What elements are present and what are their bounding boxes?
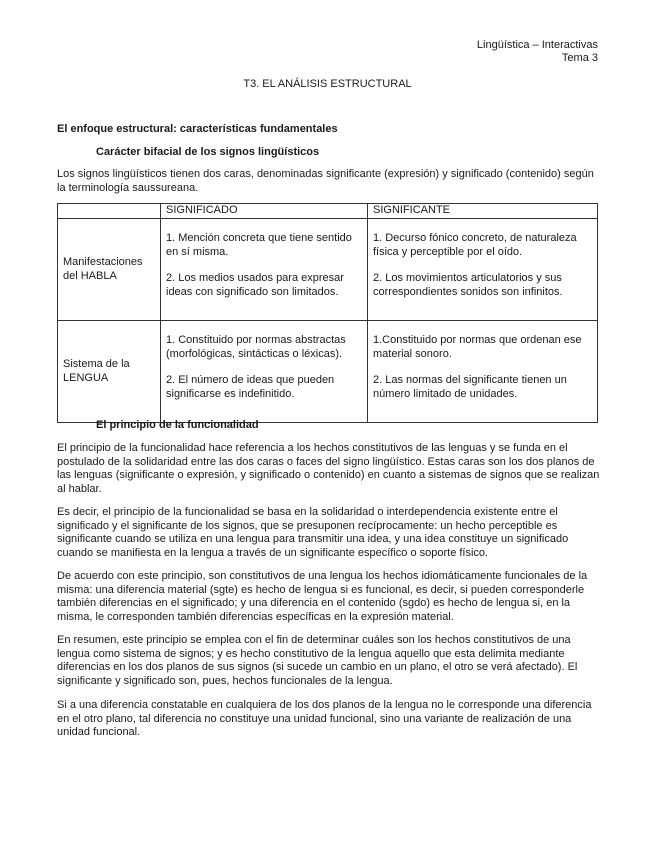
cell-point: 1. Constituido por normas abstractas (morfológicas, sintácticas o léxicas). [166, 334, 346, 360]
table-header-cell: SIGNIFICANTE [368, 204, 598, 219]
table-cell [161, 219, 368, 321]
comparison-table [57, 203, 598, 423]
body-paragraph: Es decir, el principio de la funcionalidad se basa en la solidaridad o interdependencia existente entre el significado y el significante de los signos, que se presuponen recíprocamente: un hecho perceptible es significante cuando se utiliza en una lengua para transmitir una idea, y una idea constituye un significado cuando se manifiesta en la lengua a través de un significante específico o soporte físico. [57, 506, 569, 559]
cell-point: 1.Constituido por normas que ordenan ese material sonoro. [373, 334, 582, 360]
table-header-cell: SIGNIFICADO [161, 204, 368, 219]
row-label: Sistema de la LENGUA [58, 321, 161, 423]
subsection-heading-funcionalidad: El principio de la funcionalidad [96, 419, 259, 431]
table-cell [368, 321, 598, 423]
table-header-cell [58, 204, 161, 219]
table-row [58, 321, 598, 423]
cell-point: 1. Decurso fónico concreto, de naturaleza física y perceptible por el oído. [373, 232, 577, 258]
intro-paragraph: Los signos lingüísticos tienen dos caras, denominadas significante (expresión) y significado (contenido) según la terminología saussureana. [57, 168, 594, 194]
running-header [477, 39, 598, 65]
cell-point: 2. Los medios usados para expresar ideas con significado son limitados. [166, 272, 344, 298]
row-label: Manifestaciones del HABLA [58, 219, 161, 321]
body-paragraph: De acuerdo con este principio, son constitutivos de una lengua los hechos idiomáticamente funcionales de la misma: una diferencia material (sgte) es hecho de lengua si es funcional, es decir, si pueden corresponderle también diferencias en el significado; y una diferencia en el contenido (sgdo) es hecho de lengua si, en la misma, le corresponden también diferencias específicas en la expresión material. [57, 570, 588, 623]
cell-point: 1. Mención concreta que tiene sentido en sí misma. [166, 232, 352, 258]
header-topic: Tema 3 [561, 52, 598, 64]
table-cell [368, 219, 598, 321]
table-cell [161, 321, 368, 423]
cell-point: 2. El número de ideas que pueden significarse es indefinitido. [166, 374, 335, 400]
body-paragraph: En resumen, este principio se emplea con el fin de determinar cuáles son los hechos constitutivos de una lengua como sistema de signos; y es hecho constitutivo de la lengua aquello que esta delimita mediante diferencias en los dos planos de sus signos (si sucede un cambio en un plano, el otro se verá afectado). El significante y significado son, pues, hechos funcionales de la lengua. [57, 634, 578, 687]
table-row [58, 219, 598, 321]
table-header-row [58, 204, 598, 219]
subsection-heading-bifacial: Carácter bifacial de los signos lingüísticos [96, 146, 320, 158]
header-course: Lingüística – Interactivas [476, 39, 598, 51]
body-paragraph: Si a una diferencia constatable en cualquiera de los dos planos de la lengua no le corresponde una diferencia en el otro plano, tal diferencia no constituye una unidad funcional, sino una variante de realización de una unidad funcional. [57, 699, 592, 739]
cell-point: 2. Las normas del significante tienen un número limitado de unidades. [373, 374, 567, 400]
body-paragraph: El principio de la funcionalidad hace referencia a los hechos constitutivos de las lenguas y se funda en el postulado de la solidaridad entre las dos caras o faces del signo lingüístico. Estas caras son los dos planos de las lenguas (significante o expresión, y significado o contenido) en cuanto a sistemas de signos que se realizan al hablar. [57, 442, 600, 495]
cell-point: 2. Los movimientos articulatorios y sus correspondientes sonidos son infinitos. [373, 272, 563, 298]
document-title: T3. EL ANÁLISIS ESTRUCTURAL [243, 78, 412, 90]
section-heading: El enfoque estructural: características fundamentales [57, 123, 338, 135]
